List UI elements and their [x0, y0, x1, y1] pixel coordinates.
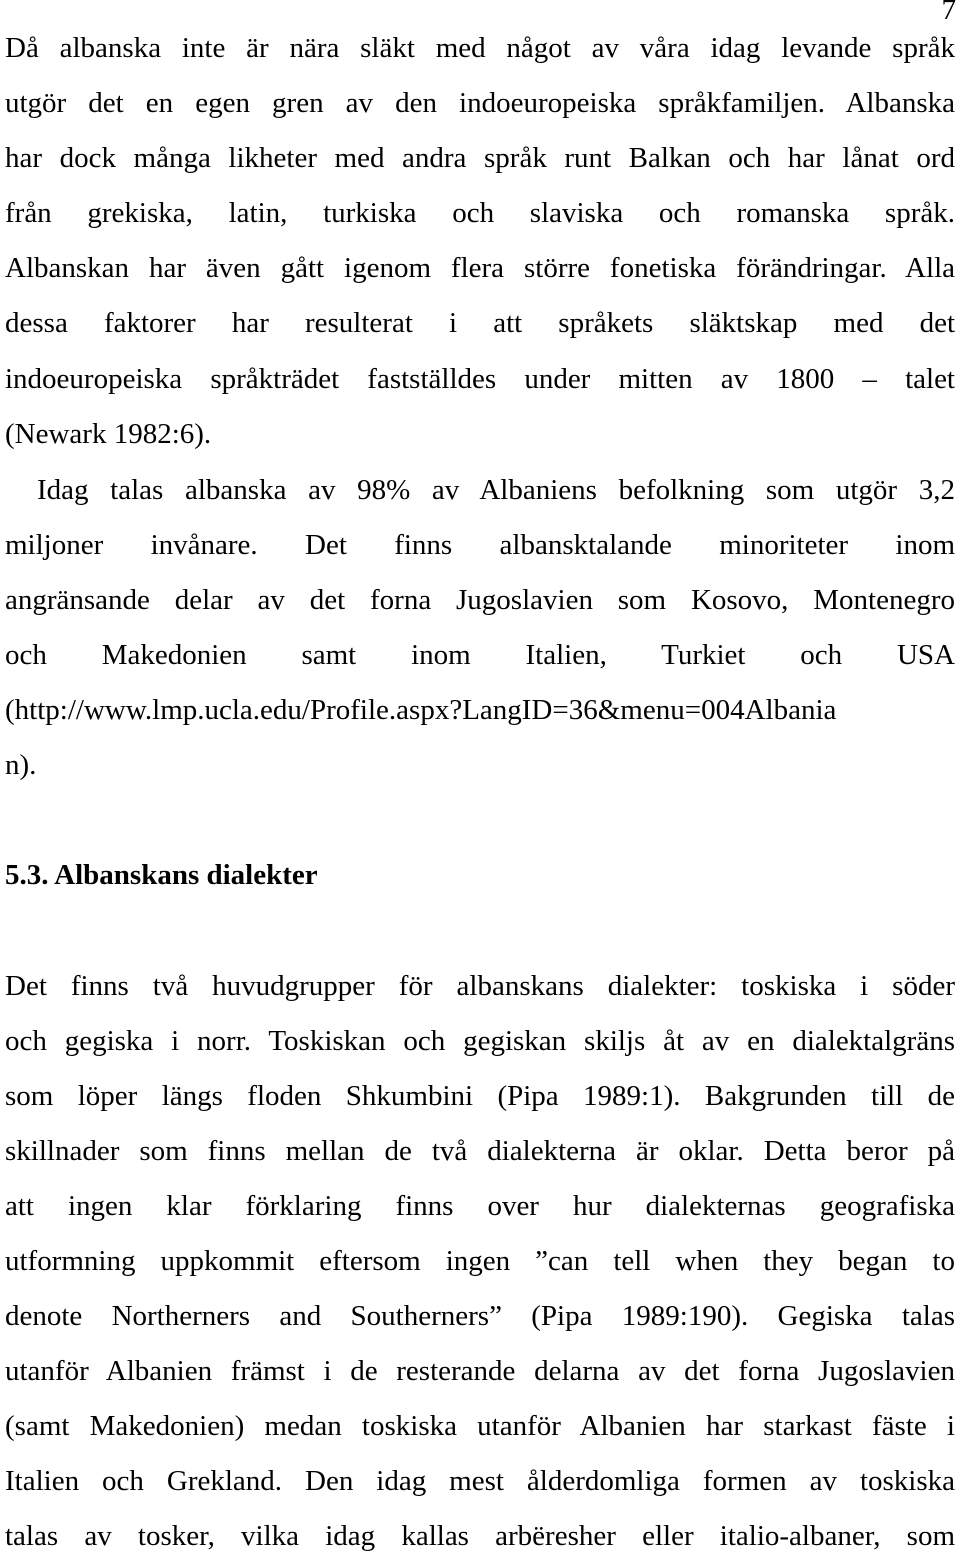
paragraph-line: utanför Albanien främst i de resterande delarna av det forna Jugoslavien	[5, 1355, 955, 1387]
section-heading: 5.3. Albanskans dialekter	[5, 859, 318, 891]
paragraph-line: (Newark 1982:6).	[5, 418, 212, 450]
paragraph-line: n).	[5, 749, 37, 781]
paragraph-line: skillnader som finns mellan de två dialekterna är oklar. Detta beror på	[5, 1135, 955, 1167]
paragraph-line: som löper längs floden Shkumbini (Pipa 1989:1). Bakgrunden till de	[5, 1080, 955, 1112]
paragraph-line: Albanskan har även gått igenom flera större fonetiska förändringar. Alla	[5, 252, 955, 284]
paragraph-line: från grekiska, latin, turkiska och slaviska och romanska språk.	[5, 197, 955, 229]
paragraph-line: att ingen klar förklaring finns over hur dialekternas geografiska	[5, 1190, 955, 1222]
page-number: 7	[941, 0, 956, 26]
paragraph-line: (samt Makedonien) medan toskiska utanför Albanien har starkast fäste i	[5, 1410, 955, 1442]
paragraph-line: dessa faktorer har resulterat i att språkets släktskap med det	[5, 307, 955, 339]
paragraph-line: Italien och Grekland. Den idag mest ålderdomliga formen av toskiska	[5, 1465, 955, 1497]
paragraph-line: miljoner invånare. Det finns albansktalande minoriteter inom	[5, 529, 955, 561]
paragraph-line: och Makedonien samt inom Italien, Turkiet och USA	[5, 639, 955, 671]
paragraph-line: Då albanska inte är nära släkt med något av våra idag levande språk	[5, 32, 955, 64]
paragraph-line: angränsande delar av det forna Jugoslavien som Kosovo, Montenegro	[5, 584, 955, 616]
paragraph-line: (http://www.lmp.ucla.edu/Profile.aspx?LangID=36&menu=004Albania	[5, 694, 837, 726]
paragraph-line: denote Northerners and Southerners” (Pipa 1989:190). Gegiska talas	[5, 1300, 955, 1332]
paragraph-line: har dock många likheter med andra språk runt Balkan och har lånat ord	[5, 142, 955, 174]
paragraph-line: indoeuropeiska språkträdet fastställdes under mitten av 1800 – talet	[5, 363, 955, 395]
paragraph-line: utgör det en egen gren av den indoeuropeiska språkfamiljen. Albanska	[5, 87, 955, 119]
paragraph-line: utformning uppkommit eftersom ingen ”can tell when they began to	[5, 1245, 955, 1277]
paragraph-line: och gegiska i norr. Toskiskan och gegiskan skiljs åt av en dialektalgräns	[5, 1025, 955, 1057]
paragraph-line: Det finns två huvudgrupper för albanskans dialekter: toskiska i söder	[5, 970, 955, 1002]
paragraph-line: talas av tosker, vilka idag kallas arbëresher eller italio-albaner, som	[5, 1520, 955, 1552]
paragraph-line: Idag talas albanska av 98% av Albaniens befolkning som utgör 3,2	[37, 474, 955, 506]
